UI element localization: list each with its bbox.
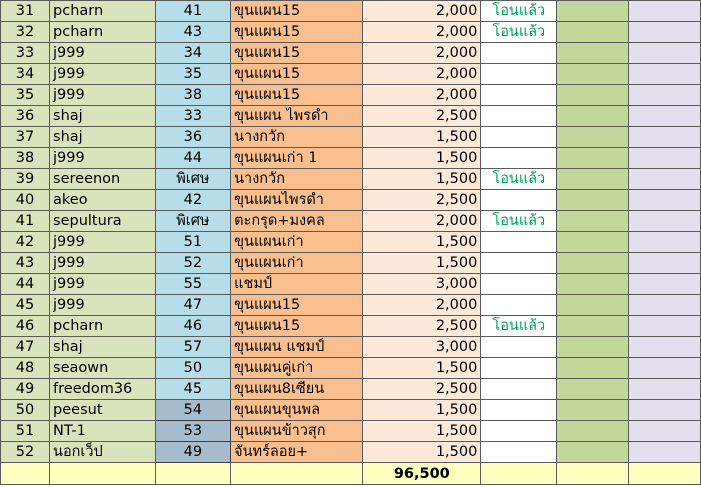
status-cell[interactable]: โอนแล้ว — [481, 316, 557, 337]
price-cell[interactable]: 1,500 — [363, 253, 481, 274]
empty-cell[interactable] — [629, 337, 701, 358]
empty-cell[interactable] — [557, 190, 629, 211]
price-cell[interactable]: 1,500 — [363, 358, 481, 379]
empty-cell[interactable] — [629, 85, 701, 106]
table-row — [1, 421, 701, 442]
empty-cell[interactable] — [629, 442, 701, 463]
table-row — [1, 337, 701, 358]
price-cell[interactable]: 1,500 — [363, 400, 481, 421]
row-number-cell[interactable]: 34 — [1, 64, 50, 85]
row-number-cell[interactable]: 43 — [1, 253, 50, 274]
empty-cell[interactable] — [629, 316, 701, 337]
empty-cell[interactable] — [557, 400, 629, 421]
table-row — [1, 22, 701, 43]
empty-cell[interactable] — [629, 22, 701, 43]
row-number-cell[interactable]: 33 — [1, 43, 50, 64]
empty-cell[interactable] — [629, 253, 701, 274]
table-row — [1, 442, 701, 463]
empty-cell[interactable] — [557, 64, 629, 85]
status-cell[interactable] — [481, 400, 557, 421]
name-cell[interactable]: seaown — [50, 358, 156, 379]
table-row — [1, 253, 701, 274]
price-cell[interactable]: 2,000 — [363, 22, 481, 43]
table-row — [1, 379, 701, 400]
table-row — [1, 43, 701, 64]
table-row — [1, 169, 701, 190]
name-cell[interactable]: sereenon — [50, 169, 156, 190]
status-cell[interactable]: โอนแล้ว — [481, 1, 557, 22]
row-number-cell[interactable]: 50 — [1, 400, 50, 421]
empty-cell[interactable] — [557, 253, 629, 274]
status-cell[interactable]: โอนแล้ว — [481, 211, 557, 232]
row-number-cell[interactable]: 47 — [1, 337, 50, 358]
empty-cell[interactable] — [557, 379, 629, 400]
name-cell[interactable]: NT-1 — [50, 421, 156, 442]
name-cell[interactable]: freedom36 — [50, 379, 156, 400]
code-cell[interactable]: พิเศษ — [155, 211, 231, 232]
price-cell[interactable]: 2,000 — [363, 295, 481, 316]
code-cell[interactable]: 57 — [155, 337, 231, 358]
empty-cell[interactable] — [629, 190, 701, 211]
status-cell[interactable] — [481, 379, 557, 400]
code-cell[interactable]: 46 — [155, 316, 231, 337]
item-cell[interactable]: แชมป์ — [231, 274, 363, 295]
price-cell[interactable]: 2,000 — [363, 43, 481, 64]
status-cell[interactable] — [481, 190, 557, 211]
name-cell[interactable]: shaj — [50, 337, 156, 358]
code-cell[interactable]: 42 — [155, 190, 231, 211]
item-cell[interactable]: ขุนแผนคู่เก่า — [231, 358, 363, 379]
code-cell[interactable]: 53 — [155, 421, 231, 442]
row-number-cell[interactable]: 36 — [1, 106, 50, 127]
status-cell[interactable] — [481, 337, 557, 358]
empty-cell[interactable] — [629, 64, 701, 85]
table-row — [1, 85, 701, 106]
empty-cell[interactable] — [557, 43, 629, 64]
table-row — [1, 106, 701, 127]
name-cell[interactable]: j999 — [50, 64, 156, 85]
table-row — [1, 232, 701, 253]
status-cell[interactable] — [481, 106, 557, 127]
total-row — [1, 463, 701, 485]
status-cell[interactable]: โอนแล้ว — [481, 169, 557, 190]
status-cell[interactable] — [481, 442, 557, 463]
price-cell[interactable]: 2,000 — [363, 85, 481, 106]
item-cell[interactable]: ขุนแผน15 — [231, 43, 363, 64]
name-cell[interactable]: j999 — [50, 148, 156, 169]
code-cell[interactable]: 54 — [155, 400, 231, 421]
name-cell[interactable]: j999 — [50, 232, 156, 253]
item-cell[interactable]: ขุนแผนไพรดำ — [231, 190, 363, 211]
item-cell[interactable]: ขุนแผนข้าวสุก — [231, 421, 363, 442]
empty-cell[interactable] — [629, 295, 701, 316]
empty-cell[interactable] — [629, 232, 701, 253]
code-cell[interactable]: 50 — [155, 358, 231, 379]
name-cell[interactable]: j999 — [50, 253, 156, 274]
name-cell[interactable]: j999 — [50, 274, 156, 295]
name-cell[interactable]: peesut — [50, 400, 156, 421]
empty-cell[interactable] — [557, 358, 629, 379]
table-row — [1, 274, 701, 295]
table-row — [1, 211, 701, 232]
empty-cell[interactable] — [231, 463, 363, 485]
empty-cell[interactable] — [557, 169, 629, 190]
status-cell[interactable] — [481, 148, 557, 169]
code-cell[interactable]: 41 — [155, 1, 231, 22]
table-row — [1, 148, 701, 169]
code-cell[interactable]: 44 — [155, 148, 231, 169]
empty-cell[interactable] — [557, 295, 629, 316]
empty-cell[interactable] — [629, 43, 701, 64]
item-cell[interactable]: ขุนแผน15 — [231, 64, 363, 85]
name-cell[interactable]: นอกเว็ป — [50, 442, 156, 463]
empty-cell[interactable] — [557, 1, 629, 22]
item-cell[interactable]: ขุนแผน15 — [231, 1, 363, 22]
code-cell[interactable]: 34 — [155, 43, 231, 64]
empty-cell[interactable] — [557, 232, 629, 253]
row-number-cell[interactable]: 41 — [1, 211, 50, 232]
price-cell[interactable]: 2,000 — [363, 64, 481, 85]
price-cell[interactable]: 1,500 — [363, 442, 481, 463]
empty-cell[interactable] — [629, 379, 701, 400]
empty-cell[interactable] — [629, 211, 701, 232]
item-cell[interactable]: ขุนแผน แชมป์ — [231, 337, 363, 358]
item-cell[interactable]: นางกวัก — [231, 169, 363, 190]
status-cell[interactable] — [481, 295, 557, 316]
row-number-cell[interactable]: 45 — [1, 295, 50, 316]
row-number-cell[interactable]: 52 — [1, 442, 50, 463]
item-cell[interactable]: นางกวัก — [231, 127, 363, 148]
item-cell[interactable]: จันทร์ลอย+ — [231, 442, 363, 463]
status-cell[interactable] — [481, 127, 557, 148]
code-cell[interactable]: 49 — [155, 442, 231, 463]
table-row — [1, 64, 701, 85]
price-cell[interactable]: 1,500 — [363, 232, 481, 253]
price-cell[interactable]: 3,000 — [363, 274, 481, 295]
empty-cell[interactable] — [557, 211, 629, 232]
item-cell[interactable]: ขุนแผนเก่า — [231, 253, 363, 274]
code-cell[interactable]: 51 — [155, 232, 231, 253]
table-row — [1, 127, 701, 148]
empty-cell[interactable] — [629, 274, 701, 295]
empty-cell[interactable] — [557, 127, 629, 148]
row-number-cell[interactable]: 48 — [1, 358, 50, 379]
price-cell[interactable]: 2,000 — [363, 211, 481, 232]
spreadsheet-body — [1, 1, 701, 485]
name-cell[interactable]: shaj — [50, 127, 156, 148]
code-cell[interactable]: พิเศษ — [155, 169, 231, 190]
name-cell[interactable]: akeo — [50, 190, 156, 211]
empty-cell[interactable] — [557, 421, 629, 442]
item-cell[interactable]: ขุนแผนเก่า 1 — [231, 148, 363, 169]
price-cell[interactable]: 3,000 — [363, 337, 481, 358]
row-number-cell[interactable]: 44 — [1, 274, 50, 295]
item-cell[interactable]: ขุนแผน15 — [231, 295, 363, 316]
status-cell[interactable] — [481, 274, 557, 295]
name-cell[interactable]: pcharn — [50, 22, 156, 43]
item-cell[interactable]: ขุนแผน15 — [231, 85, 363, 106]
code-cell[interactable]: 35 — [155, 64, 231, 85]
name-cell[interactable]: j999 — [50, 43, 156, 64]
code-cell[interactable]: 33 — [155, 106, 231, 127]
empty-cell[interactable] — [557, 337, 629, 358]
code-cell[interactable]: 52 — [155, 253, 231, 274]
code-cell[interactable]: 43 — [155, 22, 231, 43]
row-number-cell[interactable]: 39 — [1, 169, 50, 190]
item-cell[interactable]: ขุนแผนขุนพล — [231, 400, 363, 421]
item-cell[interactable]: ขุนแผนเก่า — [231, 232, 363, 253]
table-row — [1, 400, 701, 421]
empty-cell[interactable] — [155, 463, 231, 485]
empty-cell[interactable] — [629, 400, 701, 421]
code-cell[interactable]: 36 — [155, 127, 231, 148]
empty-cell[interactable] — [629, 358, 701, 379]
item-cell[interactable]: ตะกรุด+มงคล — [231, 211, 363, 232]
empty-cell[interactable] — [629, 106, 701, 127]
status-cell[interactable] — [481, 253, 557, 274]
code-cell[interactable]: 38 — [155, 85, 231, 106]
status-cell[interactable] — [481, 421, 557, 442]
item-cell[interactable]: ขุนแผน ไพรดำ — [231, 106, 363, 127]
status-cell[interactable] — [481, 43, 557, 64]
empty-cell[interactable] — [50, 463, 156, 485]
empty-cell[interactable] — [629, 463, 701, 485]
name-cell[interactable]: pcharn — [50, 316, 156, 337]
row-number-cell[interactable]: 31 — [1, 1, 50, 22]
empty-cell[interactable] — [629, 148, 701, 169]
name-cell[interactable]: sepultura — [50, 211, 156, 232]
price-cell[interactable]: 1,500 — [363, 169, 481, 190]
price-cell[interactable]: 2,500 — [363, 190, 481, 211]
total-value-cell[interactable]: 96,500 — [363, 463, 481, 485]
empty-cell[interactable] — [557, 148, 629, 169]
empty-cell[interactable] — [557, 442, 629, 463]
status-cell[interactable] — [481, 232, 557, 253]
price-cell[interactable]: 2,500 — [363, 379, 481, 400]
name-cell[interactable]: j999 — [50, 295, 156, 316]
item-cell[interactable]: ขุนแผน8เซียน — [231, 379, 363, 400]
table-row — [1, 295, 701, 316]
code-cell[interactable]: 47 — [155, 295, 231, 316]
item-cell[interactable]: ขุนแผน15 — [231, 22, 363, 43]
empty-cell[interactable] — [481, 463, 557, 485]
table-row — [1, 190, 701, 211]
row-number-cell[interactable]: 51 — [1, 421, 50, 442]
row-number-cell[interactable]: 37 — [1, 127, 50, 148]
empty-cell[interactable] — [629, 1, 701, 22]
status-cell[interactable]: โอนแล้ว — [481, 22, 557, 43]
item-cell[interactable]: ขุนแผน15 — [231, 316, 363, 337]
empty-cell[interactable] — [557, 106, 629, 127]
code-cell[interactable]: 45 — [155, 379, 231, 400]
row-number-cell[interactable]: 49 — [1, 379, 50, 400]
table-row — [1, 1, 701, 22]
empty-cell[interactable] — [557, 22, 629, 43]
status-cell[interactable] — [481, 358, 557, 379]
empty-cell[interactable] — [557, 316, 629, 337]
name-cell[interactable]: pcharn — [50, 1, 156, 22]
row-number-cell[interactable]: 40 — [1, 190, 50, 211]
status-cell[interactable] — [481, 85, 557, 106]
table-row — [1, 358, 701, 379]
name-cell[interactable]: shaj — [50, 106, 156, 127]
row-number-cell[interactable]: 46 — [1, 316, 50, 337]
code-cell[interactable]: 55 — [155, 274, 231, 295]
name-cell[interactable]: j999 — [50, 85, 156, 106]
empty-cell[interactable] — [557, 85, 629, 106]
empty-cell[interactable] — [629, 169, 701, 190]
price-cell[interactable]: 2,500 — [363, 106, 481, 127]
price-cell[interactable]: 1,500 — [363, 421, 481, 442]
row-number-cell[interactable]: 42 — [1, 232, 50, 253]
table-row — [1, 316, 701, 337]
row-number-cell[interactable]: 38 — [1, 148, 50, 169]
price-cell[interactable]: 2,000 — [363, 1, 481, 22]
empty-cell[interactable] — [1, 463, 50, 485]
price-cell[interactable]: 1,500 — [363, 148, 481, 169]
empty-cell[interactable] — [557, 274, 629, 295]
row-number-cell[interactable]: 32 — [1, 22, 50, 43]
empty-cell[interactable] — [629, 127, 701, 148]
price-cell[interactable]: 1,500 — [363, 127, 481, 148]
empty-cell[interactable] — [557, 463, 629, 485]
row-number-cell[interactable]: 35 — [1, 85, 50, 106]
price-cell[interactable]: 2,500 — [363, 316, 481, 337]
empty-cell[interactable] — [629, 421, 701, 442]
status-cell[interactable] — [481, 64, 557, 85]
